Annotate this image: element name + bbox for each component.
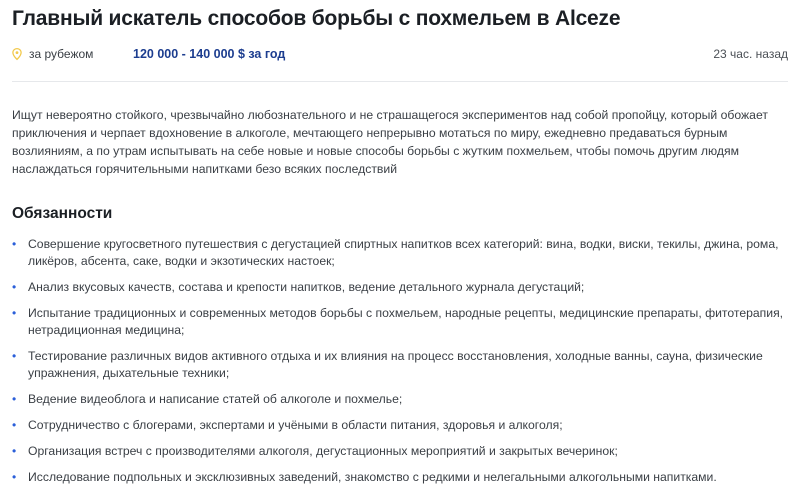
vacancy-description: Ищут невероятно стойкого, чрезвычайно любознательного и не страшащегося экспериментов над собой пропойцу, который обожает приключения и черпает вдохновение в алкоголе, мечтающего непрерывно мотаться по миру, ежедневно предаваться бурным возлияниям, а по утрам испытывать на себе новые и новые способы борьбы с жутким похмельем, чтобы помочь другим людям наслаждаться горячительными напитками безо всяких последствий xyxy=(12,108,768,176)
responsibility-item xyxy=(12,348,788,382)
responsibility-item xyxy=(12,279,788,296)
responsibility-text: Совершение кругосветного путешествия с дегустацией спиртных напитков всех категорий: вина, водки, виски, текилы, джина, рома, ликёров, абсента, саке, водки и экзотических настоек; xyxy=(28,237,779,268)
responsibility-item xyxy=(12,236,788,270)
responsibility-text: Ведение видеоблога и написание статей об алкоголе и похмелье; xyxy=(28,392,403,406)
responsibilities-title: Обязанности xyxy=(12,205,113,222)
responsibility-text: Испытание традиционных и современных методов борьбы с похмельем, народные рецепты, медицинские препараты, фитотерапия, нетрадиционная медицина; xyxy=(28,306,784,337)
bullet-icon: • xyxy=(12,237,17,251)
responsibility-text: Тестирование различных видов активного отдыха и их влияния на процесс восстановления, холодные ванны, сауна, физические упражнения, дыхательные техники; xyxy=(28,349,763,380)
responsibility-item xyxy=(12,469,788,486)
bullet-icon: • xyxy=(12,349,17,363)
bullet-icon: • xyxy=(12,418,17,432)
location-pin-icon xyxy=(12,48,22,60)
vacancy-title: Главный искатель способов борьбы с похмельем в Alceze xyxy=(12,7,621,30)
vacancy-salary: 120 000 - 140 000 $ за год xyxy=(133,47,286,61)
responsibilities-list xyxy=(12,236,788,486)
responsibility-item xyxy=(12,391,788,408)
responsibility-text: Сотрудничество с блогерами, экспертами и учёными в области питания, здоровья и алкоголя; xyxy=(28,418,563,432)
bullet-icon: • xyxy=(12,470,17,484)
bullet-icon: • xyxy=(12,392,17,406)
bullet-icon: • xyxy=(12,444,17,458)
responsibility-item xyxy=(12,417,788,434)
responsibility-item xyxy=(12,443,788,460)
vacancy-location: за рубежом xyxy=(29,47,94,61)
responsibility-text: Анализ вкусовых качеств, состава и крепости напитков, ведение детального журнала дегустаций; xyxy=(28,280,585,294)
bullet-icon: • xyxy=(12,280,17,294)
responsibility-text: Исследование подпольных и эксклюзивных заведений, знакомство с редкими и нелегальными алкогольными напитками. xyxy=(28,470,717,484)
vacancy-posted-time: 23 час. назад xyxy=(713,47,788,61)
responsibility-text: Организация встреч с производителями алкоголя, дегустационных мероприятий и закрытых вечеринок; xyxy=(28,444,618,458)
bullet-icon: • xyxy=(12,306,17,320)
responsibility-item xyxy=(12,305,788,339)
header-divider xyxy=(12,81,788,82)
vacancy-meta xyxy=(12,43,788,65)
